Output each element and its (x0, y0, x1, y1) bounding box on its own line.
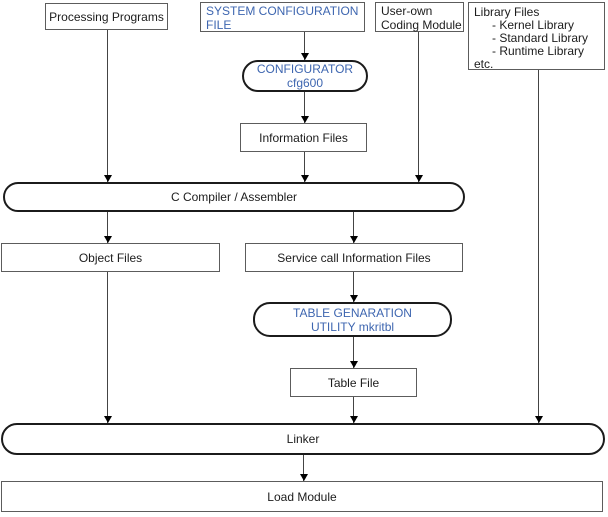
node-object-files (1, 243, 220, 272)
node-configurator (242, 60, 368, 92)
node-label-line: SYSTEM CONFIGURATION (206, 4, 359, 18)
arrow-object-files-to-linker (107, 272, 108, 423)
node-library-files (468, 2, 605, 70)
arrow-service-call-files-to-table-utility (353, 272, 354, 302)
arrow-user-own-module-to-compiler (418, 32, 419, 182)
node-label: Linker (286, 432, 320, 446)
node-label-line: UTILITY mkritbl (310, 319, 395, 334)
node-load-module (1, 481, 603, 512)
node-processing-programs (45, 3, 168, 30)
node-label-line: FILE (206, 18, 232, 32)
arrow-linker-to-load-module (303, 455, 304, 481)
arrow-processing-programs-to-compiler (107, 30, 108, 182)
node-label: C Compiler / Assembler (170, 190, 298, 204)
arrow-configurator-to-information-files (304, 92, 305, 123)
node-service-call-information-files (245, 243, 463, 272)
node-label: Service call Information Files (277, 250, 431, 265)
node-label: Information Files (259, 130, 348, 145)
node-label: Processing Programs (49, 9, 164, 24)
library-files-item: - Kernel Library (492, 18, 575, 32)
arrow-table-file-to-linker (353, 397, 354, 423)
node-label-line: cfg600 (286, 76, 324, 90)
arrow-library-files-to-linker (538, 70, 539, 423)
arrow-compiler-to-object-files (107, 212, 108, 243)
node-label-line: User-own (381, 4, 433, 18)
arrow-compiler-to-service-call-files (353, 212, 354, 243)
node-table-file (290, 368, 417, 397)
node-label: Table File (327, 375, 380, 390)
library-files-footer: etc. (474, 57, 494, 71)
node-label: Object Files (78, 250, 143, 265)
node-label: Load Module (267, 489, 337, 504)
library-files-title: Library Files (474, 5, 540, 19)
node-linker (1, 423, 605, 455)
node-c-compiler-assembler (3, 182, 465, 212)
node-information-files (240, 123, 367, 152)
node-table-generation-utility (253, 302, 452, 337)
arrow-table-utility-to-table-file (353, 337, 354, 368)
node-label-line: TABLE GENARATION (293, 305, 412, 320)
node-label-line: Coding Module (381, 18, 462, 32)
library-files-item: - Runtime Library (492, 44, 585, 58)
arrow-system-config-to-configurator (304, 32, 305, 60)
arrow-information-files-to-compiler (304, 152, 305, 182)
library-files-item: - Standard Library (492, 31, 589, 45)
node-user-own-coding-module (375, 2, 464, 32)
node-label-line: CONFIGURATOR (256, 62, 354, 76)
node-system-configuration-file (200, 2, 365, 32)
